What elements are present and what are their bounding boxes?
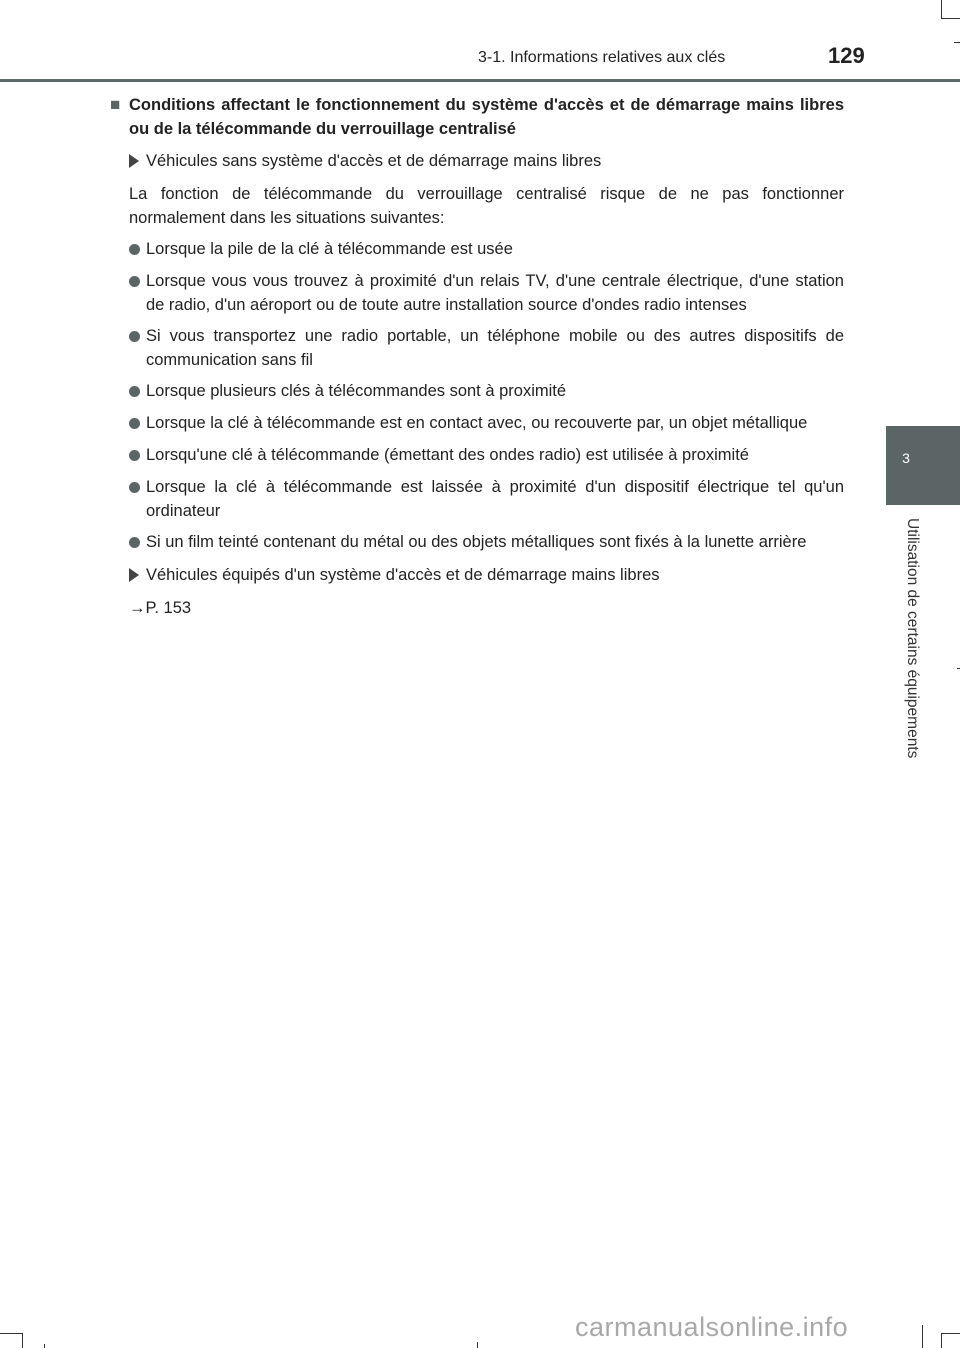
list-item — [110, 379, 844, 404]
triangle-icon — [129, 149, 146, 175]
list-item — [110, 475, 844, 523]
crop-mark — [941, 18, 960, 19]
page-number: 129 — [828, 43, 865, 68]
list-item — [110, 411, 844, 436]
watermark: carmanualsonline.info — [575, 1312, 849, 1342]
list-item — [110, 443, 844, 468]
bullet-dot-icon — [129, 269, 146, 317]
main-content — [110, 93, 844, 620]
list-item-text: Si vous transportez une radio portable, un téléphone mobile ou des autres dispositifs de communication sans fil — [146, 327, 844, 369]
crop-mark — [22, 1333, 23, 1348]
intro-paragraph: La fonction de télécommande du verrouillage centralisé risque de ne pas fonctionner normalement dans les situations suivantes: — [129, 185, 844, 227]
chapter-title: Utilisation de certains équipements — [904, 518, 921, 759]
subheading — [110, 563, 844, 589]
bullet-dot-icon — [129, 443, 146, 468]
list-item-text: Lorsque vous vous trouvez à proximité d'un relais TV, d'une centrale électrique, d'une station de radio, d'un aéroport ou de toute autre installation source d'ondes radio intenses — [146, 272, 844, 314]
bullet-dot-icon — [129, 237, 146, 262]
crop-mark — [941, 0, 942, 19]
bullet-dot-icon — [129, 411, 146, 436]
crop-mark — [0, 1333, 22, 1334]
page-reference: →P. 153 — [129, 599, 192, 617]
crop-mark — [954, 42, 960, 43]
bullet-dot-icon — [129, 475, 146, 523]
crop-mark — [44, 1344, 45, 1348]
crop-mark — [922, 1325, 923, 1348]
list-item-text: Lorsqu'une clé à télécommande (émettant des ondes radio) est utilisée à proximité — [146, 446, 749, 464]
list-item — [110, 237, 844, 262]
crop-mark — [941, 1333, 960, 1334]
bullet-dot-icon — [129, 530, 146, 555]
running-header-section: 3-1. Informations relatives aux clés — [478, 49, 726, 66]
subheading-text: Véhicules sans système d'accès et de démarrage mains libres — [146, 152, 602, 170]
list-item — [110, 530, 844, 555]
list-item-text: Lorsque la clé à télécommande est laissée à proximité d'un dispositif électrique tel qu'un ordinateur — [146, 478, 844, 520]
list-item-text: Lorsque la pile de la clé à télécommande est usée — [146, 240, 513, 258]
bullet-dot-icon — [129, 324, 146, 372]
bullet-dot-icon — [129, 379, 146, 404]
subheading-text: Véhicules équipés d'un système d'accès et de démarrage mains libres — [146, 566, 660, 584]
list-item — [110, 269, 844, 317]
list-item-text: Lorsque la clé à télécommande est en contact avec, ou recouverte par, un objet métallique — [146, 414, 808, 432]
chapter-number: 3 — [902, 450, 910, 466]
chapter-tab — [886, 426, 960, 505]
square-bullet-icon: ■ — [110, 95, 121, 114]
triangle-icon — [129, 563, 146, 589]
list-item — [110, 324, 844, 372]
section-heading — [110, 93, 844, 141]
header-rule — [0, 79, 960, 82]
list-item-text: Si un film teinté contenant du métal ou des objets métalliques sont fixés à la lunette arrière — [146, 533, 807, 551]
crop-mark — [477, 1342, 478, 1348]
section-heading-text: Conditions affectant le fonctionnement du système d'accès et de démarrage mains libres ou de la télécommande du verrouillage centralisé — [129, 96, 844, 138]
crop-mark — [941, 1333, 942, 1348]
subheading — [110, 149, 844, 175]
list-item-text: Lorsque plusieurs clés à télécommandes sont à proximité — [146, 382, 567, 400]
